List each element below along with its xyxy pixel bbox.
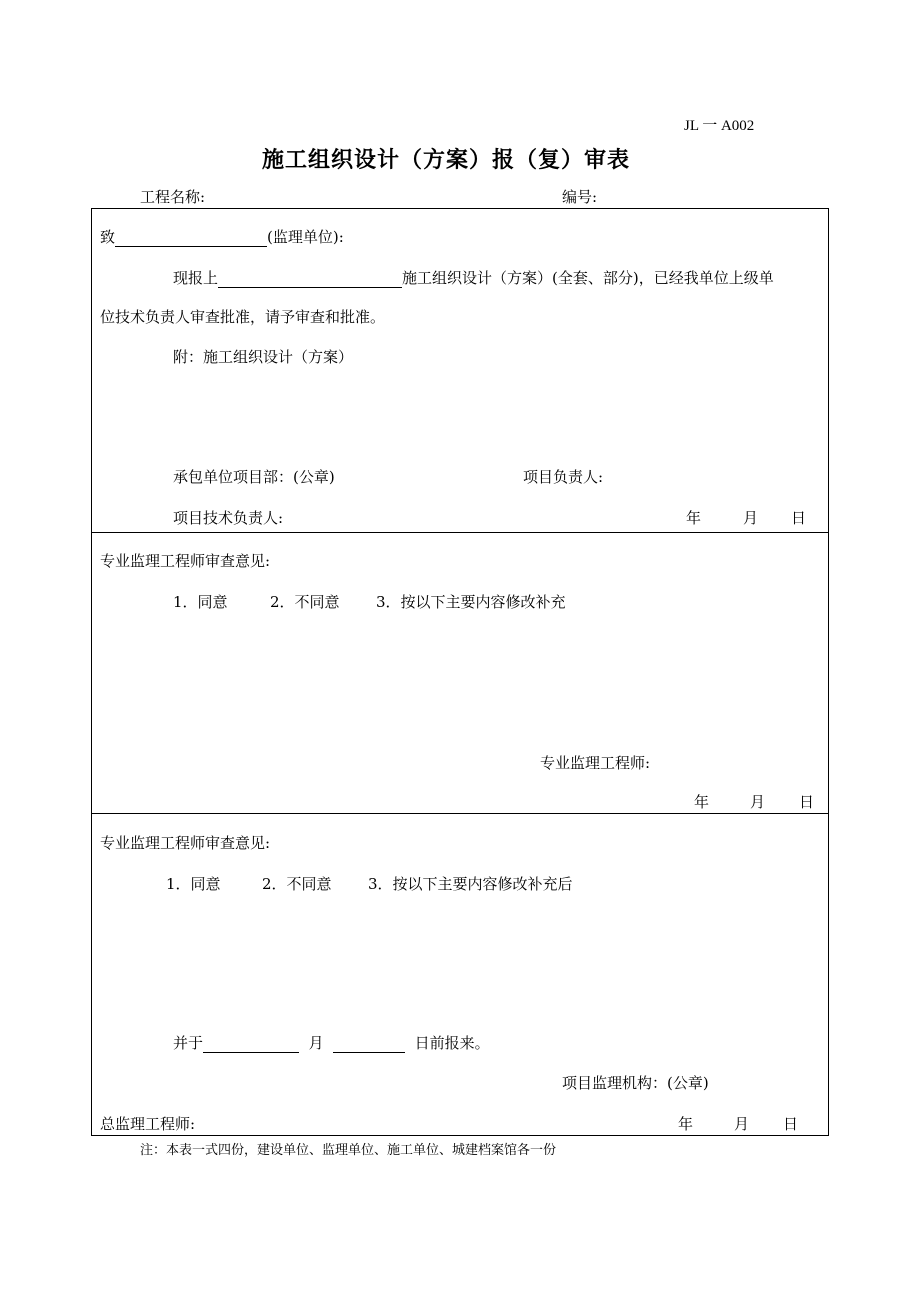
review-heading: 专业监理工程师审查意见: [100,834,271,852]
option-disagree[interactable]: 2．不同意 [262,875,332,893]
date-year: 年 [694,793,710,811]
option-revise[interactable]: 3．按以下主要内容修改补充 [376,593,566,611]
tech-lead-label: 项目技术负责人: [173,509,284,527]
engineer-signature-label: 专业监理工程师: [540,754,651,772]
report-suffix: 施工组织设计（方案）(全套、部分)，已经我单位上级单 [402,269,774,287]
resubmit-prefix: 并于 [173,1034,204,1052]
resubmit-suffix: 日前报来。 [414,1034,490,1052]
option-disagree[interactable]: 2．不同意 [270,593,340,611]
page-title: 施工组织设计（方案）报（复）审表 [262,147,631,173]
supervision-unit-field[interactable] [115,230,267,247]
date-year: 年 [678,1115,694,1133]
date-month: 月 [750,793,766,811]
addressee-line [100,227,344,247]
report-line-2: 位技术负责人审查批准，请予审查和批准。 [100,308,386,326]
section-divider-1 [91,532,829,533]
form-code: JL 一 A002 [684,118,755,134]
addressee-suffix: (监理单位): [267,228,344,246]
attachment-line: 附：施工组织设计（方案） [173,348,354,366]
option-agree[interactable]: 1．同意 [173,593,228,611]
date-year: 年 [686,509,702,527]
date-day: 日 [791,509,807,527]
office-seal-label: 项目监理机构：(公章) [562,1074,709,1092]
review-heading: 专业监理工程师审查意见: [100,552,271,570]
project-name-label: 工程名称: [140,188,206,206]
resubmit-month-field[interactable] [203,1036,299,1053]
report-prefix: 现报上 [173,269,219,287]
section-divider-2 [91,813,829,814]
date-month: 月 [743,509,759,527]
footnote: 注：本表一式四份，建设单位、监理单位、施工单位、城建档案馆各一份 [140,1143,557,1158]
report-line-1 [173,268,774,288]
date-month: 月 [734,1115,750,1133]
project-manager-label: 项目负责人: [523,468,604,486]
project-field[interactable] [218,271,402,288]
contractor-dept-seal: 承包单位项目部：(公章) [173,468,335,486]
date-day: 日 [799,793,815,811]
option-revise-then[interactable]: 3．按以下主要内容修改补充后 [368,875,573,893]
resubmit-month-label: 月 [308,1034,324,1052]
option-agree[interactable]: 1．同意 [166,875,221,893]
addressee-prefix: 致 [100,228,116,246]
serial-number-label: 编号: [562,188,598,206]
date-day: 日 [783,1115,799,1133]
resubmit-day-field[interactable] [333,1036,405,1053]
chief-engineer-label: 总监理工程师: [100,1115,196,1133]
resubmit-line [173,1033,490,1053]
